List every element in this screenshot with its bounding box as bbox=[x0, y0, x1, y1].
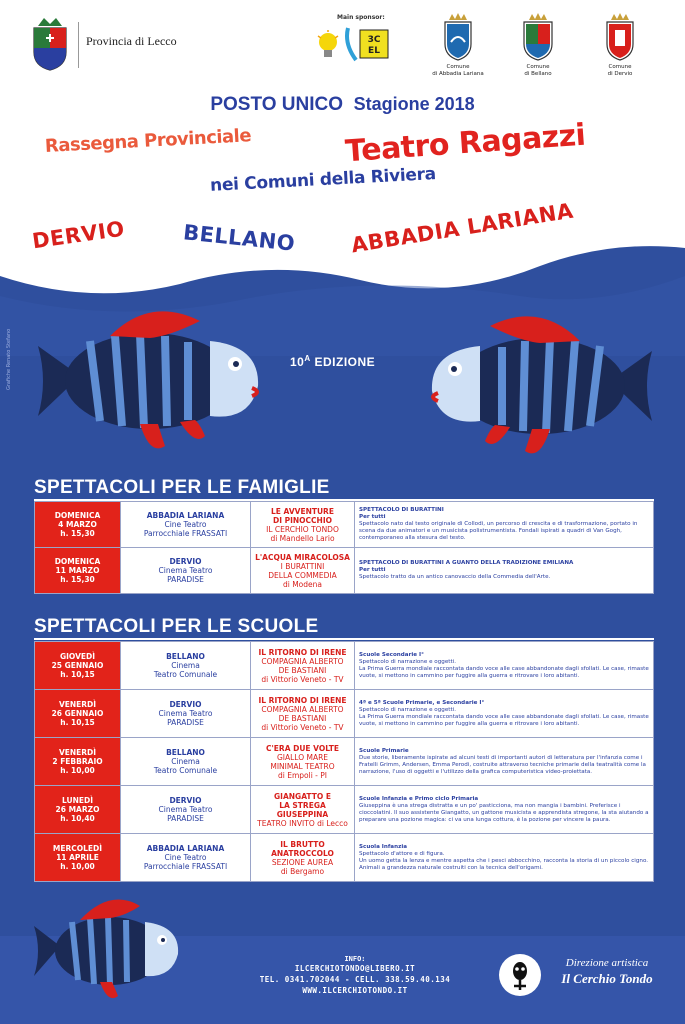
date-cell: MERCOLEDÌ 11 APRILE h. 10,00 bbox=[35, 834, 121, 882]
riviera-subtitle: nei Comuni della Riviera bbox=[209, 164, 437, 196]
comune-caption: Comune di Abbadia Lariana bbox=[432, 64, 484, 77]
date-cell: GIOVEDÌ 25 GENNAIO h. 10,15 bbox=[35, 642, 121, 690]
show-cell: IL BRUTTO ANATROCCOLO SEZIONE AUREA di Bergamo bbox=[251, 834, 355, 882]
info-label: INFO: bbox=[344, 955, 366, 963]
show-cell: LE AVVENTURE DI PINOCCHIO IL CERCHIO TONDO di Mandello Lario bbox=[251, 502, 355, 548]
fish-bottom-illustration bbox=[30, 886, 190, 1006]
table-row bbox=[35, 548, 654, 594]
comune-abbadia bbox=[428, 12, 488, 78]
sponsor-label: Main sponsor: bbox=[337, 14, 385, 21]
comune-dervio bbox=[590, 12, 650, 78]
venue-cell: BELLANO Cinema Teatro Comunale bbox=[121, 642, 251, 690]
bellano-crest-icon bbox=[520, 12, 556, 62]
description-cell: Scuola Infanzia Spettacolo d'attore e di figura. Un uomo getta la lenza e mentre aspetta che i pesci abbocchino, racconta la storia di un piccolo cigno. Animali a grandezza naturale costruiti con la tecnica dell'origami. bbox=[355, 834, 654, 882]
description-cell: SPETTACOLO DI BURATTINI A GUANTO DELLA TRADIZIONE EMILIANA Per tutti Spettacolo tratto da un antico canovaccio della Commedia dell'Arte. bbox=[355, 548, 654, 594]
rassegna-title: Rassegna Provinciale bbox=[44, 125, 252, 157]
families-heading: SPETTACOLI PER LE FAMIGLIE bbox=[34, 477, 330, 498]
cerchio-tondo-logo bbox=[499, 954, 541, 996]
schools-divider bbox=[34, 638, 654, 640]
show-cell: C'ERA DUE VOLTE GIALLO MARE MINIMAL TEATRO di Empoli - PI bbox=[251, 738, 355, 786]
phone-text: TEL. 0341.702044 - CELL. 338.59.40.134 bbox=[259, 975, 451, 984]
svg-text:3C: 3C bbox=[367, 35, 381, 45]
info-block bbox=[235, 955, 475, 996]
town-bellano: BELLANO bbox=[182, 220, 297, 256]
photo-credit: Grafiche Renato Stefano bbox=[6, 328, 12, 390]
venue-cell: BELLANO Cinema Teatro Comunale bbox=[121, 738, 251, 786]
header-divider bbox=[78, 22, 79, 68]
venue-cell: DERVIO Cinema Teatro PARADISE bbox=[121, 786, 251, 834]
sponsor-logo bbox=[342, 24, 392, 68]
cerchio-tondo-icon bbox=[499, 954, 541, 996]
season-title: POSTO UNICO Stagione 2018 bbox=[210, 94, 475, 115]
table-row bbox=[35, 502, 654, 548]
comune-caption: Comune di Bellano bbox=[524, 64, 552, 77]
comune-bellano bbox=[508, 12, 568, 78]
date-cell: DOMENICA 11 MARZO h. 15,30 bbox=[35, 548, 121, 594]
venue-cell: DERVIO Cinema Teatro PARADISE bbox=[121, 690, 251, 738]
lightbulb-icon bbox=[316, 30, 342, 60]
artistic-direction bbox=[497, 952, 665, 998]
table-row bbox=[35, 738, 654, 786]
edition-label: $10^A$ EDIZIONE bbox=[290, 354, 376, 369]
show-cell: IL RITORNO DI IRENE COMPAGNIA ALBERTO DE BASTIANI di Vittorio Veneto - TV bbox=[251, 690, 355, 738]
provincia-crest-icon bbox=[30, 16, 70, 72]
venue-cell: ABBADIA LARIANA Cine Teatro Parrocchiale FRASSATI bbox=[121, 502, 251, 548]
email-link[interactable]: ILCERCHIOTONDO@LIBERO.IT bbox=[294, 964, 416, 973]
venue-cell: ABBADIA LARIANA Cine Teatro Parrocchiale FRASSATI bbox=[121, 834, 251, 882]
show-cell: IL RITORNO DI IRENE COMPAGNIA ALBERTO DE BASTIANI di Vittorio Veneto - TV bbox=[251, 642, 355, 690]
town-dervio: DERVIO bbox=[30, 216, 127, 254]
town-abbadia: ABBADIA LARIANA bbox=[349, 198, 576, 258]
date-cell: VENERDÌ 26 GENNAIO h. 10,15 bbox=[35, 690, 121, 738]
abbadia-crest-icon bbox=[441, 12, 475, 62]
schools-heading: SPETTACOLI PER LE SCUOLE bbox=[34, 616, 319, 637]
description-cell: Scuole Primarie Due storie, liberamente ispirate ad alcuni testi di importanti autori di letteratura per l'infanzia come i Fratelli Grimm, Andersen, Emma Perodi, costruite attraverso tecniche primarie della teatralità come la narrazione, l'uso di oggetti e l'utilizzo della grafica computeristica video-proiettata. bbox=[355, 738, 654, 786]
show-cell: GIANGATTO E LA STREGA GIUSEPPINA TEATRO INVITO di Lecco bbox=[251, 786, 355, 834]
table-row bbox=[35, 786, 654, 834]
fish-left-illustration bbox=[30, 296, 280, 466]
fish-right-illustration bbox=[410, 301, 660, 471]
venue-cell: DERVIO Cinema Teatro PARADISE bbox=[121, 548, 251, 594]
svg-text:EL: EL bbox=[368, 46, 380, 56]
table-row bbox=[35, 834, 654, 882]
description-cell: Scuole Secondarie I° Spettacolo di narrazione e oggetti. La Prima Guerra mondiale raccontata dando voce alle case abbandonate dagli sfollati. Le case, rimaste vuote, si mettono in cammino per fuggire alla guerra e ritrovare i loro abitanti. bbox=[355, 642, 654, 690]
title-area bbox=[0, 88, 685, 288]
date-cell: LUNEDÌ 26 MARZO h. 10,40 bbox=[35, 786, 121, 834]
teatro-ragazzi-title: Teatro Ragazzi bbox=[344, 117, 587, 170]
dervio-crest-icon bbox=[603, 12, 637, 62]
website-link[interactable]: WWW.ILCERCHIOTONDO.IT bbox=[302, 986, 408, 995]
direction-text: Direzione artistica Il Cerchio Tondo bbox=[561, 957, 653, 986]
header bbox=[0, 0, 685, 90]
table-row bbox=[35, 690, 654, 738]
date-cell: VENERDÌ 2 FEBBRAIO h. 10,00 bbox=[35, 738, 121, 786]
description-cell: SPETTACOLO DI BURATTINI Per tutti Spettacolo nato dal testo originale di Collodi, un percorso di crescita e di trasformazione, portato in scena da due animatori e un musicista polistrumentista. Fondali ispirati a quadri di Van Gogh, contemporaneo alla stesura del testo. bbox=[355, 502, 654, 548]
families-table bbox=[34, 501, 654, 594]
province-name: Provincia di Lecco bbox=[86, 34, 177, 48]
show-cell: L'ACQUA MIRACOLOSA I BURATTINI DELLA COMMEDIA di Modena bbox=[251, 548, 355, 594]
table-row bbox=[35, 642, 654, 690]
description-cell: Scuole Infanzia e Primo ciclo Primaria Giuseppina è una strega distratta e un po' pasticciona, ma non mangia i bambini. Preferisce i cioccolatini. Il suo assistente Giangatto, un gattone musicista e apprendista stregone, la sta aiutando a preparare una pozione magica: ci va una lunga cottura, è la pozione per vincere la paura. bbox=[355, 786, 654, 834]
comune-caption: Comune di Dervio bbox=[607, 64, 633, 77]
description-cell: 4ª e 5ª Scuole Primarie, e Secondarie I° Spettacolo di narrazione e oggetti. La Prima Guerra mondiale raccontata dando voce alle case abbandonate dagli sfollati. Le case, rimaste vuote, si mettono in cammino per fuggire alla guerra e ritrovare i loro abitanti. bbox=[355, 690, 654, 738]
schools-table bbox=[34, 641, 654, 882]
date-cell: DOMENICA 4 MARZO h. 15,30 bbox=[35, 502, 121, 548]
